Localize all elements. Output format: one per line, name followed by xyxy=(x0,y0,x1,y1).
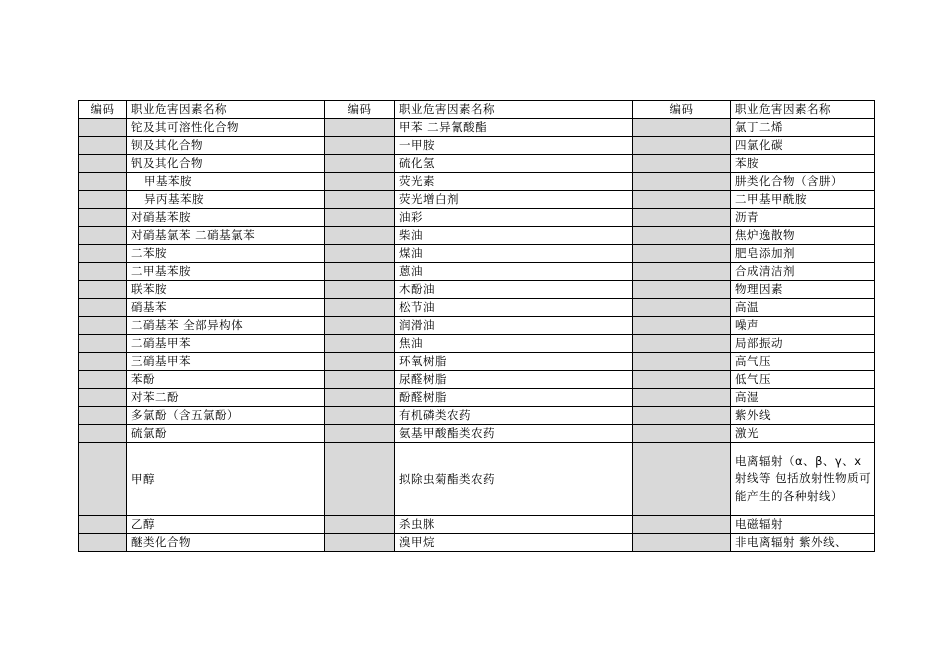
code-cell xyxy=(79,119,127,137)
code-cell xyxy=(633,299,731,317)
factor-name-cell: 氨基甲酸酯类农药 xyxy=(395,425,633,443)
factor-name-cell: 荧光增白剂 xyxy=(395,191,633,209)
code-cell xyxy=(633,119,731,137)
code-cell xyxy=(79,245,127,263)
code-cell xyxy=(325,173,395,191)
factor-name-cell: 高温 xyxy=(731,299,875,317)
code-cell xyxy=(325,407,395,425)
table-row xyxy=(79,353,875,371)
table-row xyxy=(79,281,875,299)
code-cell xyxy=(79,335,127,353)
factor-name-cell: 环氧树脂 xyxy=(395,353,633,371)
code-cell xyxy=(79,227,127,245)
factor-name-cell: 硫氯酚 xyxy=(127,425,325,443)
factor-name-cell: 合成清洁剂 xyxy=(731,263,875,281)
code-cell xyxy=(633,534,731,552)
factor-name-cell: 苯酚 xyxy=(127,371,325,389)
code-cell xyxy=(325,155,395,173)
factor-name-cell: 二甲基甲酰胺 xyxy=(731,191,875,209)
header-code-2: 编码 xyxy=(325,101,395,119)
table-row xyxy=(79,407,875,425)
factor-name-cell: 荧光素 xyxy=(395,173,633,191)
code-cell xyxy=(633,371,731,389)
table-row xyxy=(79,173,875,191)
table-row xyxy=(79,209,875,227)
factor-name-cell: 非电离辐射 紫外线、 xyxy=(731,534,875,552)
table-row xyxy=(79,227,875,245)
code-cell xyxy=(633,317,731,335)
code-cell xyxy=(633,263,731,281)
code-cell xyxy=(633,516,731,534)
table-row xyxy=(79,534,875,552)
table-row xyxy=(79,299,875,317)
factor-name-cell: 酚醛树脂 xyxy=(395,389,633,407)
factor-name-cell: 肼类化合物（含肼） xyxy=(731,173,875,191)
factor-name-cell: 蒽油 xyxy=(395,263,633,281)
factor-name-cell: 激光 xyxy=(731,425,875,443)
code-cell xyxy=(325,425,395,443)
factor-name-cell: 低气压 xyxy=(731,371,875,389)
code-cell xyxy=(79,173,127,191)
header-name-3: 职业危害因素名称 xyxy=(731,101,875,119)
factor-name-cell: 硝基苯 xyxy=(127,299,325,317)
factor-name-cell: 甲苯 二异氰酸酯 xyxy=(395,119,633,137)
header-name-2: 职业危害因素名称 xyxy=(395,101,633,119)
code-cell xyxy=(633,281,731,299)
factor-name-cell: 异丙基苯胺 xyxy=(127,191,325,209)
code-cell xyxy=(325,353,395,371)
factor-name-cell: 焦炉逸散物 xyxy=(731,227,875,245)
code-cell xyxy=(633,191,731,209)
header-name-1: 职业危害因素名称 xyxy=(127,101,325,119)
code-cell xyxy=(325,263,395,281)
factor-name-cell: 对硝基氯苯 二硝基氯苯 xyxy=(127,227,325,245)
table-row xyxy=(79,245,875,263)
code-cell xyxy=(79,137,127,155)
factor-name-cell: 一甲胺 xyxy=(395,137,633,155)
code-cell xyxy=(633,353,731,371)
code-cell xyxy=(79,281,127,299)
code-cell xyxy=(325,534,395,552)
header-code-3: 编码 xyxy=(633,101,731,119)
factor-name-cell: 二硝基甲苯 xyxy=(127,335,325,353)
factor-name-cell: 二硝基苯 全部异构体 xyxy=(127,317,325,335)
code-cell xyxy=(79,371,127,389)
code-cell xyxy=(79,407,127,425)
factor-name-cell: 润滑油 xyxy=(395,317,633,335)
factor-name-cell: 油彩 xyxy=(395,209,633,227)
code-cell xyxy=(325,191,395,209)
code-cell xyxy=(633,407,731,425)
factor-name-cell: 四氯化碳 xyxy=(731,137,875,155)
factor-name-cell: 松节油 xyxy=(395,299,633,317)
code-cell xyxy=(633,209,731,227)
table-row xyxy=(79,317,875,335)
factor-name-cell: 多氯酚（含五氯酚） xyxy=(127,407,325,425)
table-row xyxy=(79,371,875,389)
factor-name-cell: 钡及其化合物 xyxy=(127,137,325,155)
factor-name-cell: 甲基苯胺 xyxy=(127,173,325,191)
factor-name-cell: 二甲基苯胺 xyxy=(127,263,325,281)
code-cell xyxy=(79,263,127,281)
header-code-1: 编码 xyxy=(79,101,127,119)
factor-name-cell: 高气压 xyxy=(731,353,875,371)
table-row xyxy=(79,119,875,137)
code-cell xyxy=(325,317,395,335)
factor-name-cell: 二苯胺 xyxy=(127,245,325,263)
code-cell xyxy=(79,155,127,173)
factor-name-cell: 苯胺 xyxy=(731,155,875,173)
factor-name-cell: 局部振动 xyxy=(731,335,875,353)
code-cell xyxy=(633,443,731,516)
factor-name-cell: 有机磷类农药 xyxy=(395,407,633,425)
table-row xyxy=(79,137,875,155)
code-cell xyxy=(325,371,395,389)
code-cell xyxy=(633,389,731,407)
factor-name-cell: 乙醇 xyxy=(127,516,325,534)
factor-name-cell: 拟除虫菊酯类农药 xyxy=(395,443,633,516)
factor-name-cell: 溴甲烷 xyxy=(395,534,633,552)
code-cell xyxy=(79,209,127,227)
table-row xyxy=(79,389,875,407)
code-cell xyxy=(633,227,731,245)
code-cell xyxy=(325,119,395,137)
code-cell xyxy=(325,209,395,227)
code-cell xyxy=(325,516,395,534)
code-cell xyxy=(325,137,395,155)
code-cell xyxy=(79,299,127,317)
code-cell xyxy=(79,191,127,209)
code-cell xyxy=(325,227,395,245)
code-cell xyxy=(325,389,395,407)
factor-name-cell: 联苯胺 xyxy=(127,281,325,299)
code-cell xyxy=(325,299,395,317)
factor-name-cell: 木酚油 xyxy=(395,281,633,299)
factor-name-cell: 甲醇 xyxy=(127,443,325,516)
factor-name-cell: 醚类化合物 xyxy=(127,534,325,552)
table-row xyxy=(79,335,875,353)
factor-name-cell: 煤油 xyxy=(395,245,633,263)
code-cell xyxy=(325,443,395,516)
code-cell xyxy=(79,534,127,552)
code-cell xyxy=(79,516,127,534)
table-row xyxy=(79,263,875,281)
code-cell xyxy=(633,155,731,173)
factor-name-cell: 硫化氢 xyxy=(395,155,633,173)
factor-name-cell: 三硝基甲苯 xyxy=(127,353,325,371)
code-cell xyxy=(325,281,395,299)
factor-name-cell: 对硝基苯胺 xyxy=(127,209,325,227)
factor-name-cell: 焦油 xyxy=(395,335,633,353)
table-row xyxy=(79,516,875,534)
code-cell xyxy=(633,425,731,443)
factor-name-cell: 肥皂添加剂 xyxy=(731,245,875,263)
code-cell xyxy=(633,137,731,155)
code-cell xyxy=(325,335,395,353)
code-cell xyxy=(79,443,127,516)
code-cell xyxy=(633,245,731,263)
factor-name-cell: 物理因素 xyxy=(731,281,875,299)
factor-name-cell: 杀虫脒 xyxy=(395,516,633,534)
table-header-row xyxy=(79,101,875,119)
table-row xyxy=(79,443,875,516)
table-row xyxy=(79,155,875,173)
code-cell xyxy=(79,317,127,335)
code-cell xyxy=(79,425,127,443)
factor-name-cell: 电离辐射（α、β、γ、x 射线等 包括放射性物质可能产生的各种射线） xyxy=(731,443,875,516)
factor-name-cell: 噪声 xyxy=(731,317,875,335)
hazard-factor-table xyxy=(78,100,875,552)
table-row xyxy=(79,425,875,443)
table-row xyxy=(79,191,875,209)
factor-name-cell: 电磁辐射 xyxy=(731,516,875,534)
factor-name-cell: 钒及其化合物 xyxy=(127,155,325,173)
code-cell xyxy=(633,173,731,191)
factor-name-cell: 高湿 xyxy=(731,389,875,407)
factor-name-cell: 尿醛树脂 xyxy=(395,371,633,389)
code-cell xyxy=(633,335,731,353)
factor-name-cell: 对苯二酚 xyxy=(127,389,325,407)
factor-name-cell: 柴油 xyxy=(395,227,633,245)
code-cell xyxy=(79,353,127,371)
code-cell xyxy=(79,389,127,407)
factor-name-cell: 氯丁二烯 xyxy=(731,119,875,137)
factor-name-cell: 紫外线 xyxy=(731,407,875,425)
code-cell xyxy=(325,245,395,263)
factor-name-cell: 铊及其可溶性化合物 xyxy=(127,119,325,137)
factor-name-cell: 沥青 xyxy=(731,209,875,227)
